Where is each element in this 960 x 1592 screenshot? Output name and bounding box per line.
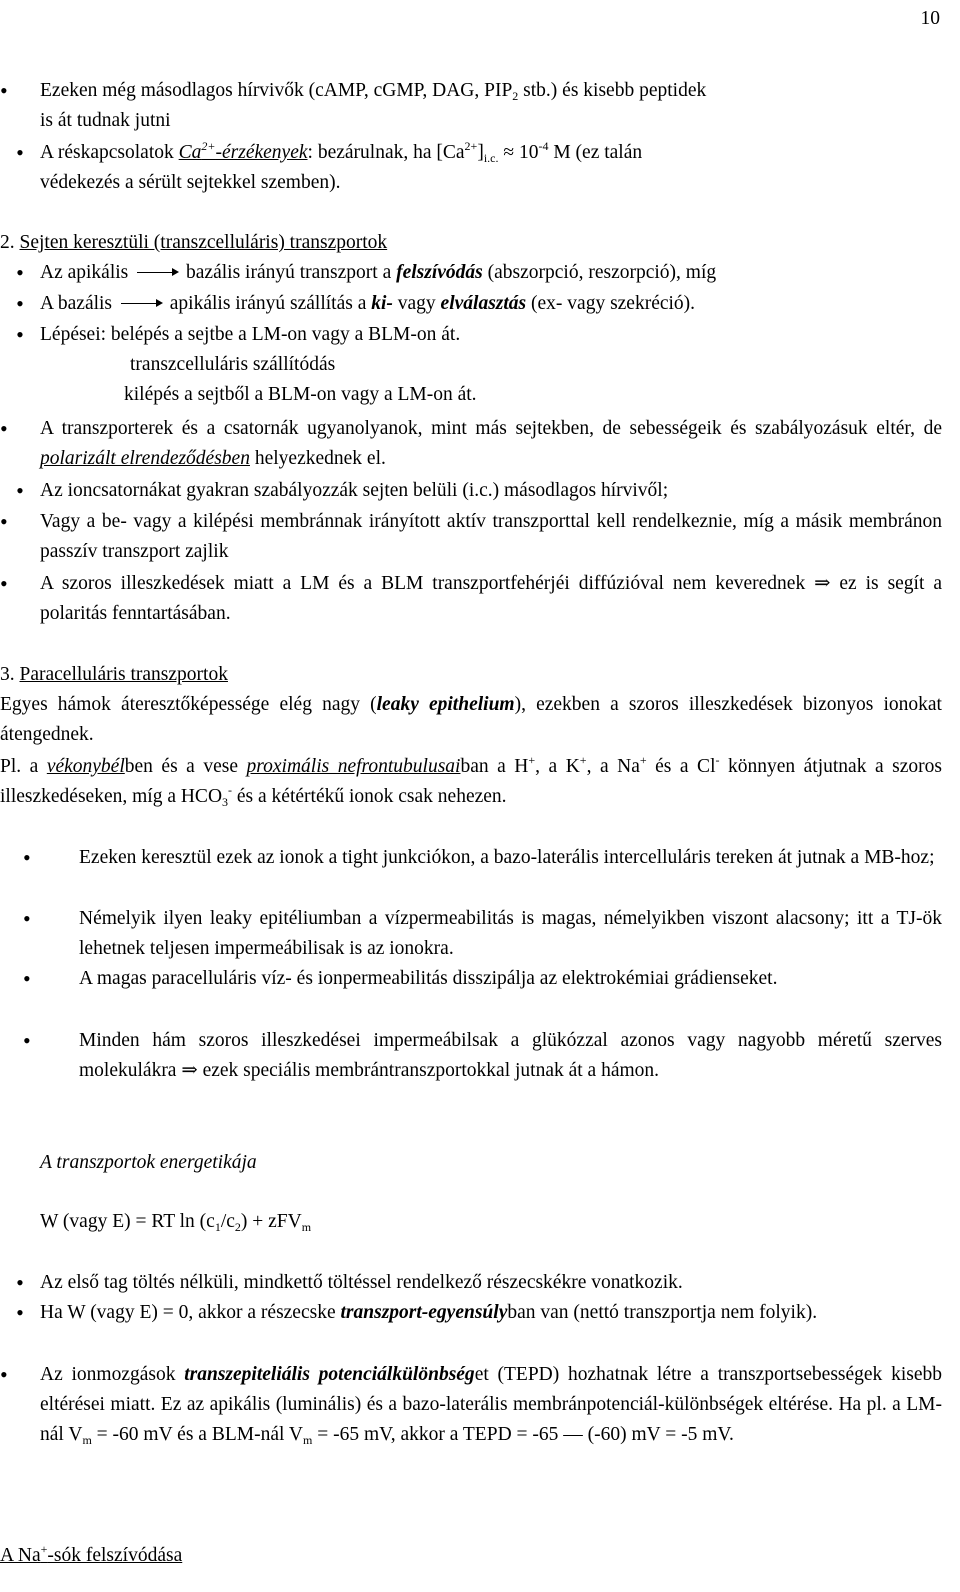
section-2-heading: 2. Sejten keresztüli (transzcelluláris) transzportok [0, 232, 388, 253]
bullet-icon [0, 1268, 40, 1300]
bullet-paracellular-permeability: • A magas paracelluláris víz- és ionpermeabilitás disszipálja az elektrokémiai grádienseket. [79, 964, 942, 994]
bullet-apical-basal: • Az apikális bazális irányú transzport a felszívódás (abszorpció, reszorpció), míg [40, 258, 942, 288]
bullet-glucose: • Minden hám szoros illeszkedései impermeábilsak a glükózzal azonos vagy nagyobb méretű szerves molekulákra ⇒ ezek speciális membrántranszportokkal jutnak át a hámon. [79, 1026, 942, 1086]
bullet-icon [0, 507, 40, 539]
steps-line-3: kilépés a sejtből a BLM-on vagy a LM-on át. [124, 384, 477, 405]
bullet-transporters: • A transzporterek és a csatornák ugyanolyanok, mint más sejtekben, de sebességeik és szabályozásuk eltér, de polarizált elrendeződésben helyezkednek el. [40, 414, 942, 474]
implies-arrow-icon: ⇒ [181, 1060, 198, 1081]
section-3-heading: 3. Paracelluláris transzportok [0, 664, 228, 685]
steps-line-2: transzcelluláris szállítódás [130, 354, 336, 375]
implies-arrow-icon: ⇒ [814, 573, 831, 594]
bullet-icon [0, 320, 40, 352]
section-3-paragraph-2: Pl. a vékonybélben és a vese proximális nefrontubulusaiban a H+, a K+, a Na+ és a Cl- könnyen átjutnak a szoros illeszkedéseken, míg a $HCO_3^-$ és a kétértékű ionok csak nehezen. [0, 753, 942, 809]
bullet-icon [0, 476, 40, 508]
energetics-equation: W (vagy E) = RT $\ln (c_1/c_2) + zFV_m$ [40, 1211, 312, 1234]
bullet-icon [23, 1026, 63, 1058]
bullet-leaky-epithelium: • Némelyik ilyen leaky epitéliumban a vízpermeabilitás is magas, némelyikben viszont alacsony; itt a TJ-ök lehetnek teljesen impermeábilisak is az ionokra. [79, 904, 942, 964]
bullet-icon [0, 569, 40, 601]
section-3-paragraph-1: Egyes hámok áteresztőképessége elég nagy (leaky epithelium), ezekben a szoros illeszkedések bizonyos ionokat átengednek. [0, 694, 942, 745]
bullet-ion-channels: • Az ioncsatornákat gyakran szabályozzák sejten belüli (i.c.) másodlagos hírvivől; [40, 476, 942, 506]
bullet-icon [23, 843, 63, 875]
bullet-icon [0, 76, 40, 108]
bullet-icon [0, 414, 40, 446]
bullet-icon [23, 964, 63, 996]
bullet-gap-junctions: • A réskapcsolatok $Ca^{2+}$-érzékenyek: bezárulnak, ha $[Ca^{2+}]_{i.c.} \approx 10^{-4}$ M (ez talán védekezés a sérült sejtekkel szemben). [40, 138, 942, 198]
bullet-icon [23, 904, 63, 936]
bullet-tight-junctions: • A szoros illeszkedések miatt a LM és a BLM transzportfehérjéi diffúzióval nem keverednek ⇒ ez is segít a polaritás fenntartásában. [40, 569, 942, 629]
bullet-equilibrium: • Ha W (vagy E) = 0, akkor a részecske transzport-egyensúlyban van (nettó transzportja nem folyik). [40, 1298, 942, 1328]
bullet-icon [0, 258, 40, 290]
right-arrow-icon [133, 268, 181, 278]
bullet-icon [0, 138, 40, 170]
bullet-second-messengers: • Ezeken még másodlagos hírvivők (cAMP, cGMP, DAG, $PIP_2$ stb.) és kisebb peptidek is át tudnak jutni [40, 76, 942, 136]
bullet-icon [0, 1360, 40, 1392]
bullet-tepd: • Az ionmozgások transzepiteliális potenciálkülönbséget (TEPD) hozhatnak létre a transzportsebességek kisebb eltérései miatt. Ez az apikális (luminális) és a bazo-laterális membránpotenciál-különbségek eltérése. Ha pl. a LM-nál $V_m = -60$ mV és a BLM-nál $V_m = -65$ mV, akkor a TEPD = -65 — (-60) mV = -5 mV. [40, 1360, 942, 1450]
bullet-active-transport: • Vagy a be- vagy a kilépési membránnak irányított aktív transzporttal kell rendelkeznie, míg a másik membránon passzív transzport zajlik [40, 507, 942, 567]
page-number: 10 [920, 8, 940, 29]
bullet-tight-junction-ions: • Ezeken keresztül ezek az ionok a tight junkciókon, a bazo-laterális intercelluláris tereken át jutnak a MB-hoz; [79, 843, 942, 873]
energetics-heading: A transzportok energetikája [40, 1152, 257, 1173]
bullet-steps: • Lépései: belépés a sejtbe a LM-on vagy a BLM-on át. [40, 320, 942, 350]
right-arrow-icon [117, 299, 165, 309]
bullet-icon [0, 1298, 40, 1330]
bullet-basal-apical: • A bazális apikális irányú szállítás a ki- vagy elválasztás (ex- vagy szekréció). [40, 289, 942, 319]
bullet-icon [0, 289, 40, 321]
bullet-first-term: • Az első tag töltés nélküli, mindkettő töltéssel rendelkező részecskékre vonatkozik. [40, 1268, 942, 1298]
na-salts-heading: A Na+-sók felszívódása [0, 1542, 183, 1566]
